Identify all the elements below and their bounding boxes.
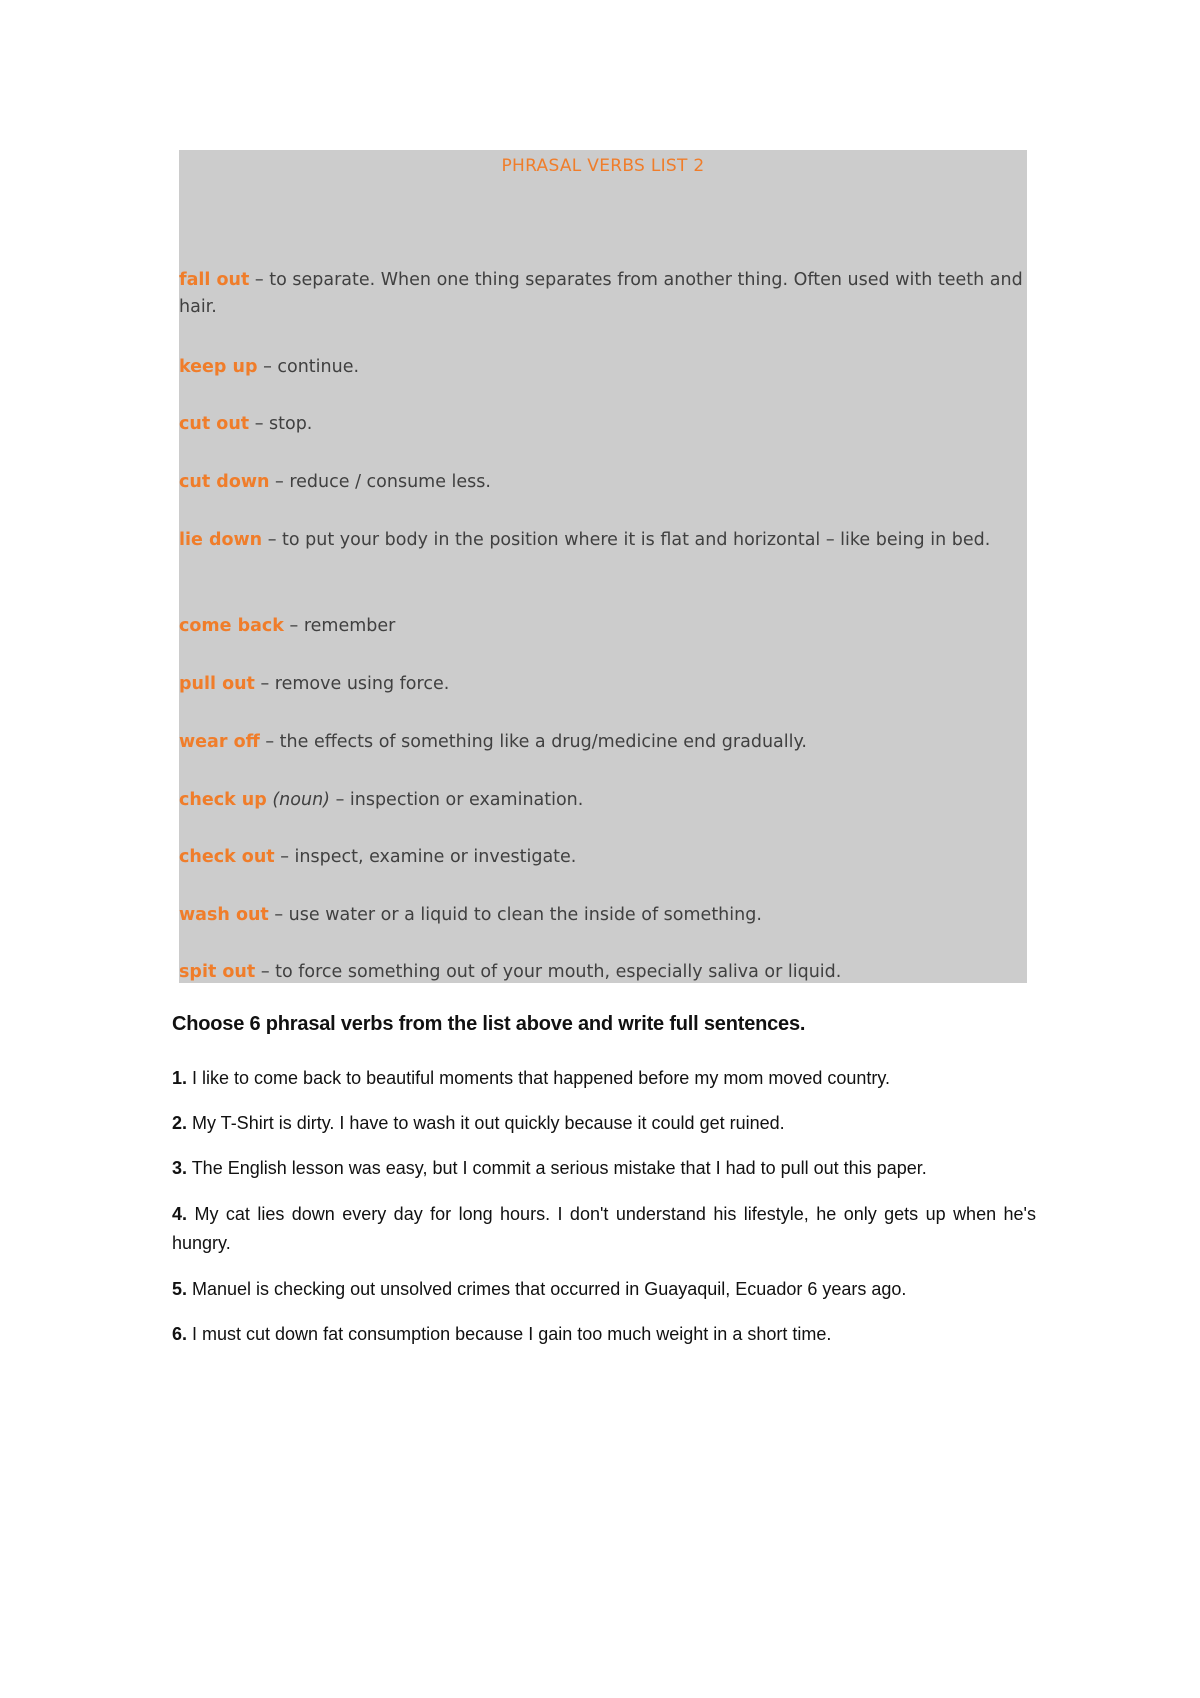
sentence-1	[172, 1064, 1036, 1093]
sentence-number: 4.	[172, 1204, 188, 1224]
verb-definition: – to put your body in the position where it is flat and horizontal – like being in bed.	[262, 530, 991, 550]
verb-term: lie down	[179, 530, 263, 550]
verb-definition: – stop.	[249, 414, 313, 434]
verb-definition: – to force something out of your mouth, especially saliva or liquid.	[255, 962, 842, 982]
verb-term: wash out	[179, 905, 269, 925]
sentence-2	[172, 1109, 1036, 1138]
verb-entry-cut-out	[179, 411, 1029, 438]
verb-entry-wash-out	[179, 902, 1029, 929]
verb-entry-come-back	[179, 613, 1029, 640]
verb-definition: – inspection or examination.	[330, 790, 584, 810]
verb-entry-pull-out	[179, 671, 1029, 698]
verb-term: cut down	[179, 472, 270, 492]
verb-term: check up	[179, 790, 267, 810]
sentence-text: Manuel is checking out unsolved crimes that occurred in Guayaquil, Ecuador 6 years ago.	[187, 1279, 907, 1299]
sentence-6	[172, 1320, 1036, 1349]
verb-entry-lie-down	[179, 527, 1029, 554]
verb-definition: – the effects of something like a drug/medicine end gradually.	[259, 732, 807, 752]
verb-definition: – to separate. When one thing separates from another thing. Often used with teeth and hair.	[179, 270, 1023, 317]
verb-entry-keep-up	[179, 354, 1029, 381]
verb-definition: – remove using force.	[254, 674, 450, 694]
verb-definition: – use water or a liquid to clean the inside of something.	[268, 905, 762, 925]
verb-entry-check-up	[179, 787, 1029, 814]
sentence-text: I like to come back to beautiful moments that happened before my mom moved country.	[187, 1068, 891, 1088]
list-title: PHRASAL VERBS LIST 2	[501, 156, 705, 176]
sentence-text: I must cut down fat consumption because I gain too much weight in a short time.	[187, 1324, 832, 1344]
sentence-number: 6.	[172, 1324, 188, 1344]
verb-term: keep up	[179, 357, 258, 377]
sentence-number: 3.	[172, 1158, 188, 1178]
sentence-text: My cat lies down every day for long hours. I don't understand his lifestyle, he only gets up when he's hungry.	[172, 1204, 1036, 1253]
sentence-number: 2.	[172, 1113, 188, 1133]
verb-definition: – reduce / consume less.	[269, 472, 491, 492]
task-heading: Choose 6 phrasal verbs from the list above and write full sentences.	[172, 1013, 806, 1035]
verb-entry-spit-out	[179, 959, 1029, 986]
sentence-text: The English lesson was easy, but I commit a serious mistake that I had to pull out this paper.	[187, 1158, 927, 1178]
verb-entry-check-out	[179, 844, 1029, 871]
verb-term: cut out	[179, 414, 250, 434]
verb-definition: – inspect, examine or investigate.	[274, 847, 577, 867]
verb-term: spit out	[179, 962, 256, 982]
verb-term: wear off	[179, 732, 260, 752]
verb-entry-fall-out	[179, 267, 1029, 321]
verb-term: check out	[179, 847, 275, 867]
verb-note: (noun)	[266, 790, 330, 810]
sentence-number: 5.	[172, 1279, 188, 1299]
verb-entry-cut-down	[179, 469, 1029, 496]
sentence-4	[172, 1200, 1036, 1258]
verb-entry-wear-off	[179, 729, 1029, 756]
verb-term: fall out	[179, 270, 250, 290]
verb-term: pull out	[179, 674, 255, 694]
verb-definition: – continue.	[257, 357, 360, 377]
sentence-text: My T-Shirt is dirty. I have to wash it out quickly because it could get ruined.	[187, 1113, 785, 1133]
verb-term: come back	[179, 616, 284, 636]
sentence-5	[172, 1275, 1036, 1304]
sentence-3	[172, 1154, 1036, 1183]
sentence-number: 1.	[172, 1068, 188, 1088]
verb-definition: – remember	[283, 616, 396, 636]
